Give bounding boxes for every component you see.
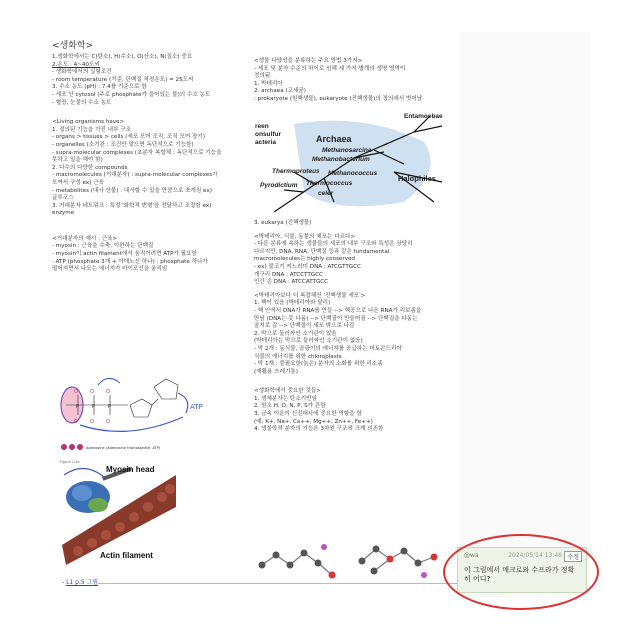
evolution-line: - 막 1개 : 불필요한(늙은) 분자의 소화를 위한 리소좀 bbox=[254, 361, 383, 368]
section-heading: <생화학에서 중요한 것들> bbox=[254, 388, 321, 395]
evolution-line: 골지로 감 --> 단백질이 세포 밖으로 나감 bbox=[254, 323, 355, 330]
section-heading: <생물 다양성을 분류하는 주요 방법 3가지> bbox=[254, 58, 363, 64]
macro-line: : ATP (phosphate 3개 + 아데노신 하나) : phosphate 하나가 bbox=[52, 258, 208, 265]
living-line: 모여서 구성 ex) 근육 bbox=[52, 179, 104, 186]
section-heading: <거대분자의 예시 : 근육> bbox=[52, 235, 118, 242]
macro-line: - myosin : 근육을 수축, 이완하는 단백질 bbox=[52, 243, 154, 250]
atp-structure-figure bbox=[58, 365, 208, 453]
red-highlight-ellipse bbox=[443, 534, 599, 610]
tree-label-green-nonsulfur: reen onsulfur acteria bbox=[255, 123, 281, 146]
intro-line: - 세포 안 cytosol (주로 phosphate가 들어있는 물)의 수소 농도 bbox=[52, 91, 211, 98]
chem-line: 4. 생물학적 분자의 기능은 3차원 구조에 크게 의존함 bbox=[254, 426, 384, 433]
phylogenetic-tree-figure bbox=[254, 112, 446, 214]
comment-date: 2024/05/14 13:46 bbox=[508, 552, 562, 559]
living-line: 못하고 일을 해야 함) bbox=[52, 157, 103, 164]
figure-reference: - L1 p.5 그림 bbox=[62, 579, 99, 586]
intro-line: - 혈장, 눈물의 수소 농도 bbox=[52, 99, 112, 106]
figure-reference-link[interactable]: L1 p.5 그림 bbox=[66, 579, 99, 586]
tree-label-archaea: Archaea bbox=[316, 134, 352, 144]
living-line: - macromolecules (거대분자) : supra-molecular complexes가 bbox=[52, 172, 218, 179]
svg-text:O: O bbox=[106, 389, 110, 395]
living-line: enzyme bbox=[52, 210, 75, 217]
right-column-top bbox=[254, 58, 454, 104]
section-heading: <박테리아, 식물, 동물의 세포는 다르다> bbox=[254, 233, 356, 240]
svg-text:P: P bbox=[92, 404, 96, 410]
tree-label-methanobacterium: Methanobacterium bbox=[312, 156, 370, 163]
atp-caption: Adenosine (Adenosine triphosphate, ATP) bbox=[86, 446, 161, 450]
molecule-models-figure bbox=[254, 535, 450, 583]
comment-anchor-line bbox=[98, 583, 458, 584]
living-line: 3. 거대분자 네트워크 : 특정 '화학적 변형'을 전달하고 조절함 ex) bbox=[52, 202, 212, 209]
myosin-actin-figure bbox=[58, 455, 178, 567]
actin-filament-label: Actin filament bbox=[100, 551, 153, 560]
eukarya-line: 3. eukarya (진핵생물) bbox=[254, 220, 312, 226]
atp-structure-drawing bbox=[58, 365, 208, 453]
living-line: - organelles (소기관 : 조건만 맞으면 독단적으로 기능함) bbox=[52, 141, 194, 148]
chem-line: 3. 금속 이온이 신진대사에 중요한 역할을 함 bbox=[254, 411, 362, 418]
evolution-line: 만남 (DNA는 못 나옴) --> 단백질이 만들어짐 --> 단백질을 다동는 bbox=[254, 315, 418, 322]
evolution-line: (재활용 쓰레기통) bbox=[254, 368, 298, 375]
molecule-models-drawing bbox=[254, 535, 450, 583]
figure-note: Figure 1.4a bbox=[60, 460, 80, 464]
diversity-line: 정의됨 bbox=[254, 73, 271, 80]
living-line: 2. 다수의 다양한 compounds bbox=[52, 164, 128, 171]
compare-line: 다르지만, DNA, RNA, 단백질 등과 같은 fundamental bbox=[254, 248, 390, 255]
tree-label-celer: celer bbox=[318, 190, 334, 197]
diversity-line: 1. 박테리아 bbox=[254, 80, 283, 87]
chem-line: 2. 원소 H, O, N, P, S가 흔함 bbox=[254, 403, 326, 410]
svg-text:O: O bbox=[74, 389, 78, 395]
living-line: 1. 정의된 기능을 가진 내부 구조 bbox=[52, 126, 132, 133]
comment-edit-button[interactable]: 수정 bbox=[564, 551, 582, 562]
svg-text:O: O bbox=[74, 419, 78, 425]
living-line: - metabolites (대사 산물) : 대사할 수 있을 만큼으로 쪼개짐 ex) bbox=[52, 187, 212, 194]
diversity-line: - 세포 및 분자 수준의 차이로 인해 세 가지 별개의 생명 영역이 bbox=[254, 65, 406, 72]
comment-author: @wa bbox=[464, 552, 479, 559]
diversity-line: : prokaryote (원핵생물), eukaryote (진핵생물)의 정의에서 벗어남 bbox=[254, 95, 423, 102]
evolution-line: 1. 핵이 있음 (박테리아와 달리) bbox=[254, 300, 331, 307]
compare-line: 인간 손 DNA : ATCCATTGCC bbox=[254, 279, 329, 286]
tree-label-methanosarcina: Methanosarcina bbox=[322, 147, 372, 154]
phylogenetic-tree-drawing bbox=[254, 112, 446, 214]
evolution-line: - 막 2개 : 동식물, 곰팡이의 에너지를 공급하는 미토콘드리아 bbox=[254, 345, 402, 352]
svg-text:P: P bbox=[76, 404, 80, 410]
intro-line: 1.생화학에서는 C(탄소), H(수소), O(산소), N(질소) 중요 bbox=[52, 54, 193, 60]
tree-label-entamoebae: Entamoebae bbox=[404, 113, 443, 120]
evolution-line: 2. 막으로 둘러싸인 소기관이 있음 bbox=[254, 330, 337, 337]
svg-text:O: O bbox=[90, 419, 94, 425]
chem-line: (예: K+, Na+, Ca++, Mg++, Zn++, Fe++) bbox=[254, 418, 373, 425]
section-heading: <박테리아보다 더 복잡해진 '진핵생물 세포'> bbox=[254, 292, 366, 299]
tree-label-pyrodictium: Pyrodictium bbox=[260, 182, 298, 189]
evolution-line: - 핵 안에서 DNA가 RNA를 만들 --> 핵공으로 나온 RNA가 리보좀을 bbox=[254, 307, 422, 314]
svg-text:O: O bbox=[106, 419, 110, 425]
left-column bbox=[52, 40, 252, 274]
intro-line: - room temperature (기준, 단백질 적정온도) = 25도씨 bbox=[52, 76, 194, 83]
diversity-line: 2. archaea (고세균) bbox=[254, 88, 306, 95]
comment-margin bbox=[460, 32, 590, 597]
section-heading: <Living organisms have> bbox=[52, 119, 125, 126]
compare-line: - 다른 분류에 속하는 생물들의 세포의 내부 구조와 특성은 상당히 bbox=[254, 241, 413, 248]
macro-line: - myosin이 actin filament에서 움직이려면 ATP가 필요함 bbox=[52, 251, 197, 258]
tree-label-methanococcus: Methanococcus bbox=[328, 170, 378, 177]
intro-line: 3. 수소 농도 (pH) : 7.4를 기준으로 함 bbox=[52, 84, 147, 91]
macro-line: 떨어지면서 나오는 에너지가 마이오신을 움직임 bbox=[52, 266, 168, 273]
evolution-line: (박테리아는 막으로 둘러싸인 소기관이 없음) bbox=[254, 338, 363, 345]
compare-line: - ex) 물고기 지느러미 DNA : ATCGTTGCC bbox=[254, 263, 361, 270]
myosin-head-label: Myosin head bbox=[106, 465, 155, 474]
chem-line: 1. 생체분자는 탄소기반임 bbox=[254, 395, 317, 402]
compare-line: 개구리 DNA : ATCCTTGCC bbox=[254, 271, 323, 278]
living-line: 글루코스 bbox=[52, 195, 74, 202]
comment-text: 이 그림에서 매크로와 수프라가 정확히 어디? bbox=[464, 566, 575, 583]
evolution-line: 식물의 에너지를 위한 chloroplasts bbox=[254, 353, 342, 360]
svg-text:P: P bbox=[108, 404, 112, 410]
tree-label-thermoproteus: Thermoproteus bbox=[272, 168, 320, 175]
intro-line: - 생화학에서의 실험조건 bbox=[52, 69, 112, 76]
atp-note: ATP bbox=[190, 403, 203, 411]
living-line: - supra-molecular complexes (초분자 복합체 : 독단적으로 기능을 bbox=[52, 149, 222, 156]
intro-line: 2.온도 : 4~40도씨 bbox=[52, 61, 100, 68]
right-column-bottom bbox=[254, 220, 454, 434]
doc-title: <생화학> bbox=[52, 41, 94, 51]
svg-text:O: O bbox=[90, 389, 94, 395]
tree-label-thermococcus: Thermococcus bbox=[306, 180, 353, 187]
tree-label-halophiles: Halophiles bbox=[398, 174, 436, 183]
living-line: - organs > tissues > cells (세포 모여 조직, 조직 모여 장기) bbox=[52, 134, 206, 141]
compare-line: macromolecules는 highly conserved bbox=[254, 256, 355, 263]
